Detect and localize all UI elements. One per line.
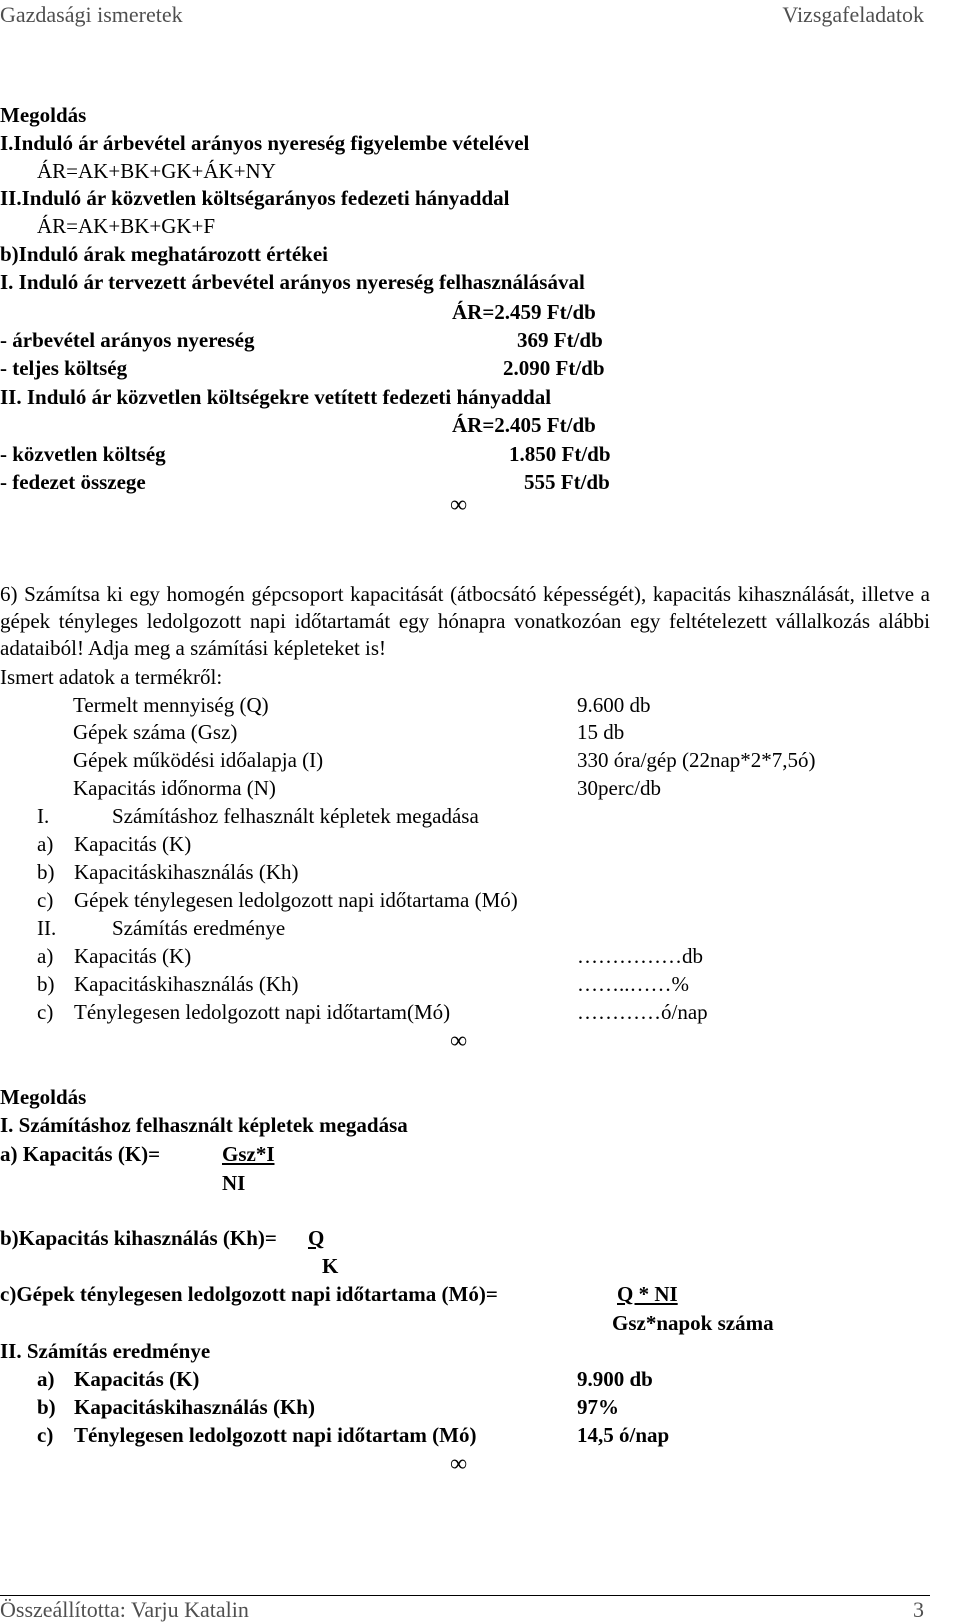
task-result-a-text: Kapacitás (K): [74, 944, 192, 968]
separator-symbol: ∞: [450, 1028, 468, 1054]
price-2-title: II. Induló ár közvetlen költségekre vetített fedezeti hányaddal: [0, 385, 552, 409]
solution-result-b-number: b): [37, 1395, 56, 1419]
task-result-c-blank: …………ó/nap: [577, 1000, 708, 1024]
price-2-row-1-value: 1.850 Ft/db: [509, 442, 611, 466]
data-label-quantity: Termelt mennyiség (Q): [73, 693, 269, 717]
formula-a-label: a) Kapacitás (K)=: [0, 1142, 161, 1166]
price-1-row-2-value: 2.090 Ft/db: [503, 356, 605, 380]
solution-heading: Megoldás: [0, 103, 87, 127]
price-2-row-1-label: - közvetlen költség: [0, 442, 166, 466]
solution-result-a-text: Kapacitás (K): [74, 1367, 200, 1391]
task-item-a-number: a): [37, 832, 54, 856]
formula-b-numerator: Q: [308, 1226, 325, 1250]
separator-symbol: ∞: [450, 1451, 468, 1477]
price-1-title: I. Induló ár tervezett árbevétel arányos nyereség felhasználásával: [0, 270, 585, 294]
task-item-c-text: Gépek ténylegesen ledolgozott napi időtartama (Mó): [74, 888, 518, 912]
method-1-formula: ÁR=AK+BK+GK+ÁK+NY: [37, 159, 276, 183]
footer-author: Összeállította: Varju Katalin: [0, 1597, 249, 1622]
method-1-title: I.Induló ár árbevétel arányos nyereség figyelembe vételével: [0, 131, 530, 155]
formula-c-label: c)Gépek ténylegesen ledolgozott napi időtartama (Mó)=: [0, 1282, 498, 1306]
header-doc-type: Vizsgafeladatok: [782, 2, 924, 27]
formula-a-denominator: NI: [222, 1171, 246, 1195]
data-label-time-norm: Kapacitás időnorma (N): [73, 776, 276, 800]
task-result-c-text: Ténylegesen ledolgozott napi időtartam(Mó): [74, 1000, 451, 1024]
price-1-value: ÁR=2.459 Ft/db: [452, 300, 596, 324]
solution-result-b-value: 97%: [577, 1395, 619, 1419]
task-section-1-title: Számításhoz felhasznált képletek megadása: [112, 804, 479, 828]
task-item-a-text: Kapacitás (K): [74, 832, 192, 856]
formula-c-numerator: Q * NI: [617, 1282, 678, 1306]
formula-b-denominator: K: [322, 1254, 339, 1278]
task-result-c-number: c): [37, 1000, 54, 1024]
known-data-heading: Ismert adatok a termékről:: [0, 665, 223, 689]
data-value-machines: 15 db: [577, 720, 625, 744]
solution-result-c-value: 14,5 ó/nap: [577, 1423, 670, 1447]
task-6-description: 6) Számítsa ki egy homogén gépcsoport kapacitását (átbocsátó képességét), kapacitás kihasználását, illetve a gépek tényleges ledolgozott napi időtartamát egy hónapra vonatkozóan egy feltételezett vállalkozás alábbi adataiból! Adja meg a számítási képleteket is!: [0, 582, 930, 660]
task-item-c-number: c): [37, 888, 54, 912]
price-2-row-2-value: 555 Ft/db: [524, 470, 610, 494]
solution-result-b-text: Kapacitáskihasználás (Kh): [74, 1395, 315, 1419]
data-value-time-base: 330 óra/gép (22nap*2*7,5ó): [577, 748, 816, 772]
task-result-b-blank: ……..……%: [577, 972, 689, 996]
header-subject: Gazdasági ismeretek: [0, 2, 183, 27]
task-section-1-number: I.: [37, 804, 50, 828]
solution-result-c-number: c): [37, 1423, 54, 1447]
footer-rule: [0, 1595, 930, 1596]
solution-2-heading: Megoldás: [0, 1085, 87, 1109]
formula-b-label: b)Kapacitás kihasználás (Kh)=: [0, 1226, 277, 1250]
task-item-b-text: Kapacitáskihasználás (Kh): [74, 860, 299, 884]
data-value-quantity: 9.600 db: [577, 693, 651, 717]
solution-result-a-value: 9.900 db: [577, 1367, 653, 1391]
price-1-row-1-value: 369 Ft/db: [517, 328, 603, 352]
method-2-title: II.Induló ár közvetlen költségarányos fedezeti hányaddal: [0, 186, 510, 210]
task-result-b-number: b): [37, 972, 55, 996]
page-number: 3: [913, 1597, 924, 1622]
separator-symbol: ∞: [450, 492, 468, 518]
prices-title: b)Induló árak meghatározott értékei: [0, 242, 328, 266]
data-value-time-norm: 30perc/db: [577, 776, 661, 800]
data-label-machines: Gépek száma (Gsz): [73, 720, 238, 744]
formula-c-denominator: Gsz*napok száma: [612, 1311, 774, 1335]
data-label-time-base: Gépek működési időalapja (I): [73, 748, 324, 772]
solution-section-1-title: I. Számításhoz felhasznált képletek megadása: [0, 1113, 408, 1137]
price-2-value: ÁR=2.405 Ft/db: [452, 413, 596, 437]
solution-section-2-title: II. Számítás eredménye: [0, 1339, 211, 1363]
price-2-row-2-label: - fedezet összege: [0, 470, 146, 494]
task-result-a-blank: ……………db: [577, 944, 703, 968]
task-result-a-number: a): [37, 944, 54, 968]
task-section-2-title: Számítás eredménye: [112, 916, 286, 940]
task-result-b-text: Kapacitáskihasználás (Kh): [74, 972, 299, 996]
task-item-b-number: b): [37, 860, 55, 884]
price-1-row-1-label: - árbevétel arányos nyereség: [0, 328, 255, 352]
solution-result-a-number: a): [37, 1367, 55, 1391]
formula-a-numerator: Gsz*I: [222, 1142, 275, 1166]
method-2-formula: ÁR=AK+BK+GK+F: [37, 214, 216, 238]
task-section-2-number: II.: [37, 916, 57, 940]
price-1-row-2-label: - teljes költség: [0, 356, 128, 380]
solution-result-c-text: Ténylegesen ledolgozott napi időtartam (Mó): [74, 1423, 477, 1447]
